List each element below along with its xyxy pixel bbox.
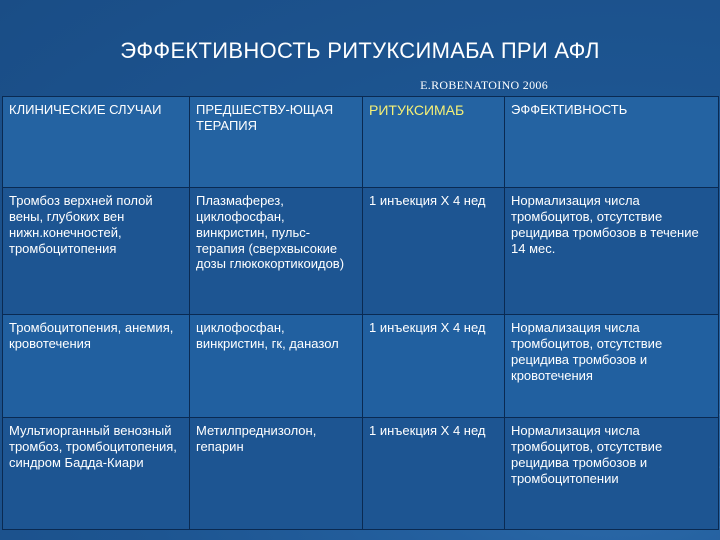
cell-prior-therapy: циклофосфан, винкристин, гк, даназол xyxy=(190,315,363,418)
cell-rituximab-dose: 1 инъекция X 4 нед xyxy=(363,188,505,315)
header-prior-therapy: ПРЕДШЕСТВУ-ЮЩАЯ ТЕРАПИЯ xyxy=(190,97,363,188)
table-row xyxy=(3,188,719,315)
cell-rituximab-dose: 1 инъекция X 4 нед xyxy=(363,315,505,418)
efficacy-table xyxy=(2,96,719,530)
table-row xyxy=(3,418,719,530)
slide-title: ЭФФЕКТИВНОСТЬ РИТУКСИМАБА ПРИ АФЛ xyxy=(120,38,600,63)
header-clinical-cases: КЛИНИЧЕСКИЕ СЛУЧАИ xyxy=(3,97,190,188)
cell-prior-therapy: Плазмаферез, циклофосфан, винкристин, пульс-терапия (сверхвысокие дозы глюкокортикоидов) xyxy=(190,188,363,315)
cell-clinical-case: Тромбоцитопения, анемия, кровотечения xyxy=(3,315,190,418)
cell-efficacy: Нормализация числа тромбоцитов, отсутствие рецидива тромбозов и кровотечения xyxy=(505,315,719,418)
cell-efficacy: Нормализация числа тромбоцитов, отсутствие рецидива тромбозов и тромбоцитопении xyxy=(505,418,719,530)
header-efficacy: ЭФФЕКТИВНОСТЬ xyxy=(505,97,719,188)
table-row xyxy=(3,315,719,418)
cell-clinical-case: Тромбоз верхней полой вены, глубоких вен нижн.конечностей, тромбоцитопения xyxy=(3,188,190,315)
cell-efficacy: Нормализация числа тромбоцитов, отсутствие рецидива тромбозов в течение 14 мес. xyxy=(505,188,719,315)
cell-rituximab-dose: 1 инъекция X 4 нед xyxy=(363,418,505,530)
header-rituximab: РИТУКСИМАБ xyxy=(363,97,505,188)
table-header-row xyxy=(3,97,719,188)
citation: E.ROBENATOINO 2006 xyxy=(420,78,548,92)
cell-clinical-case: Мультиорганный венозный тромбоз, тромбоцитопения, синдром Бадда-Киари xyxy=(3,418,190,530)
cell-prior-therapy: Метилпреднизолон, гепарин xyxy=(190,418,363,530)
